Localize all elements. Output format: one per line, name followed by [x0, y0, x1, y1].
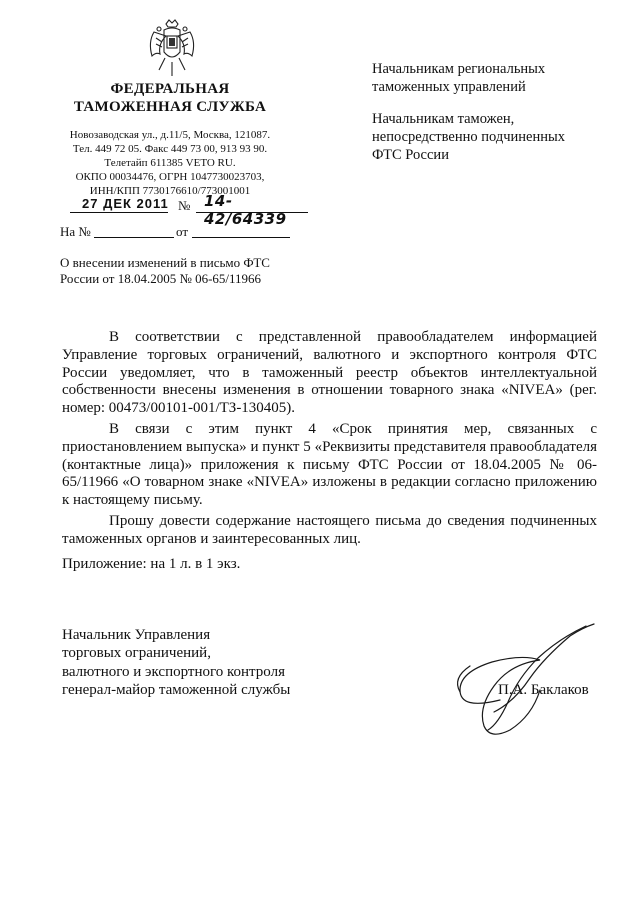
letter-body — [62, 329, 597, 552]
organization-name-line1: ФЕДЕРАЛЬНАЯ — [110, 81, 230, 97]
contact-line: Телетайп 611385 VETO RU. — [104, 157, 236, 169]
contact-line: Тел. 449 72 05. Факс 449 73 00, 913 93 90. — [72, 143, 268, 155]
reference-number-blank — [94, 237, 174, 238]
addressee-block — [372, 60, 622, 178]
organization-name-line2: ТАМОЖЕННАЯ СЛУЖБА — [73, 99, 267, 115]
organization-name — [40, 80, 300, 116]
body-paragraph: В соответствии с представленной правообладателем информацией Управление торговых ограничений, валютного и экспортного контроля ФТС России уведомляет, что в таможенный реестр объектов интеллектуальной собственности внесены изменения в отношении товарного знака «NIVEA» (рег. номер: 00473/00101-001/ТЗ-130405). — [62, 329, 597, 417]
signatory-title-line: генерал-майор таможенной службы — [62, 681, 291, 698]
subject-line: России от 18.04.2005 № 06-65/11966 — [60, 271, 262, 286]
addressee-regional — [372, 60, 622, 96]
signatory-title-line: Начальник Управления — [62, 627, 211, 643]
addressee-line: непосредственно подчиненных — [372, 129, 565, 145]
subject-line: О внесении изменений в письмо ФТС — [60, 255, 270, 270]
organization-contacts — [40, 128, 300, 198]
reference-number-label: На № — [60, 224, 91, 239]
coat-of-arms-icon — [146, 18, 198, 80]
reference-date-blank — [192, 237, 290, 238]
body-paragraph: В связи с этим пункт 4 «Срок принятия мер, связанных с приостановлением выпуска» и пункт 5 «Реквизиты представителя правообладателя (контактные лица)» приложения к письму ФТС России от 18.04.2005 № 06-65/11966 «О товарном знаке «NIVEA» изложены в редакции согласно приложению к настоящему письму. — [62, 420, 597, 509]
addressee-customs — [372, 110, 622, 164]
body-paragraph: Прошу довести содержание настоящего письма до сведения подчиненных таможенных органов и заинтересованных лиц. — [62, 512, 597, 547]
registration-line — [60, 192, 310, 228]
attachment-note: Приложение: на 1 л. в 1 экз. — [62, 556, 241, 572]
signatory-name: П.А. Баклаков — [498, 682, 589, 698]
registration-date: 27 ДЕК 2011 — [82, 196, 169, 211]
handwritten-signature — [430, 622, 600, 740]
addressee-line: Начальникам таможен, — [372, 111, 515, 127]
reference-date-label: от — [176, 224, 189, 239]
signatory-title-line: валютного и экспортного контроля — [62, 663, 285, 680]
number-underline — [196, 212, 308, 213]
signatory-title-line: торговых ограничений, — [62, 645, 211, 662]
reference-line — [60, 224, 310, 240]
addressee-line: ФТС России — [372, 147, 449, 163]
letter-subject — [60, 255, 320, 287]
signatory-title — [62, 626, 290, 699]
contact-line: ИНН/КПП 7730176610/773001001 — [89, 185, 251, 197]
registration-number: 14-42/64339 — [204, 192, 287, 228]
date-underline — [70, 212, 168, 213]
addressee-line: таможенных управлений — [372, 79, 526, 95]
addressee-line: Начальникам региональных — [372, 61, 546, 77]
contact-line: ОКПО 00034476, ОГРН 1047730023703, — [75, 171, 265, 183]
contact-line: Новозаводская ул., д.11/5, Москва, 121087. — [69, 129, 271, 141]
number-label: № — [178, 198, 191, 213]
